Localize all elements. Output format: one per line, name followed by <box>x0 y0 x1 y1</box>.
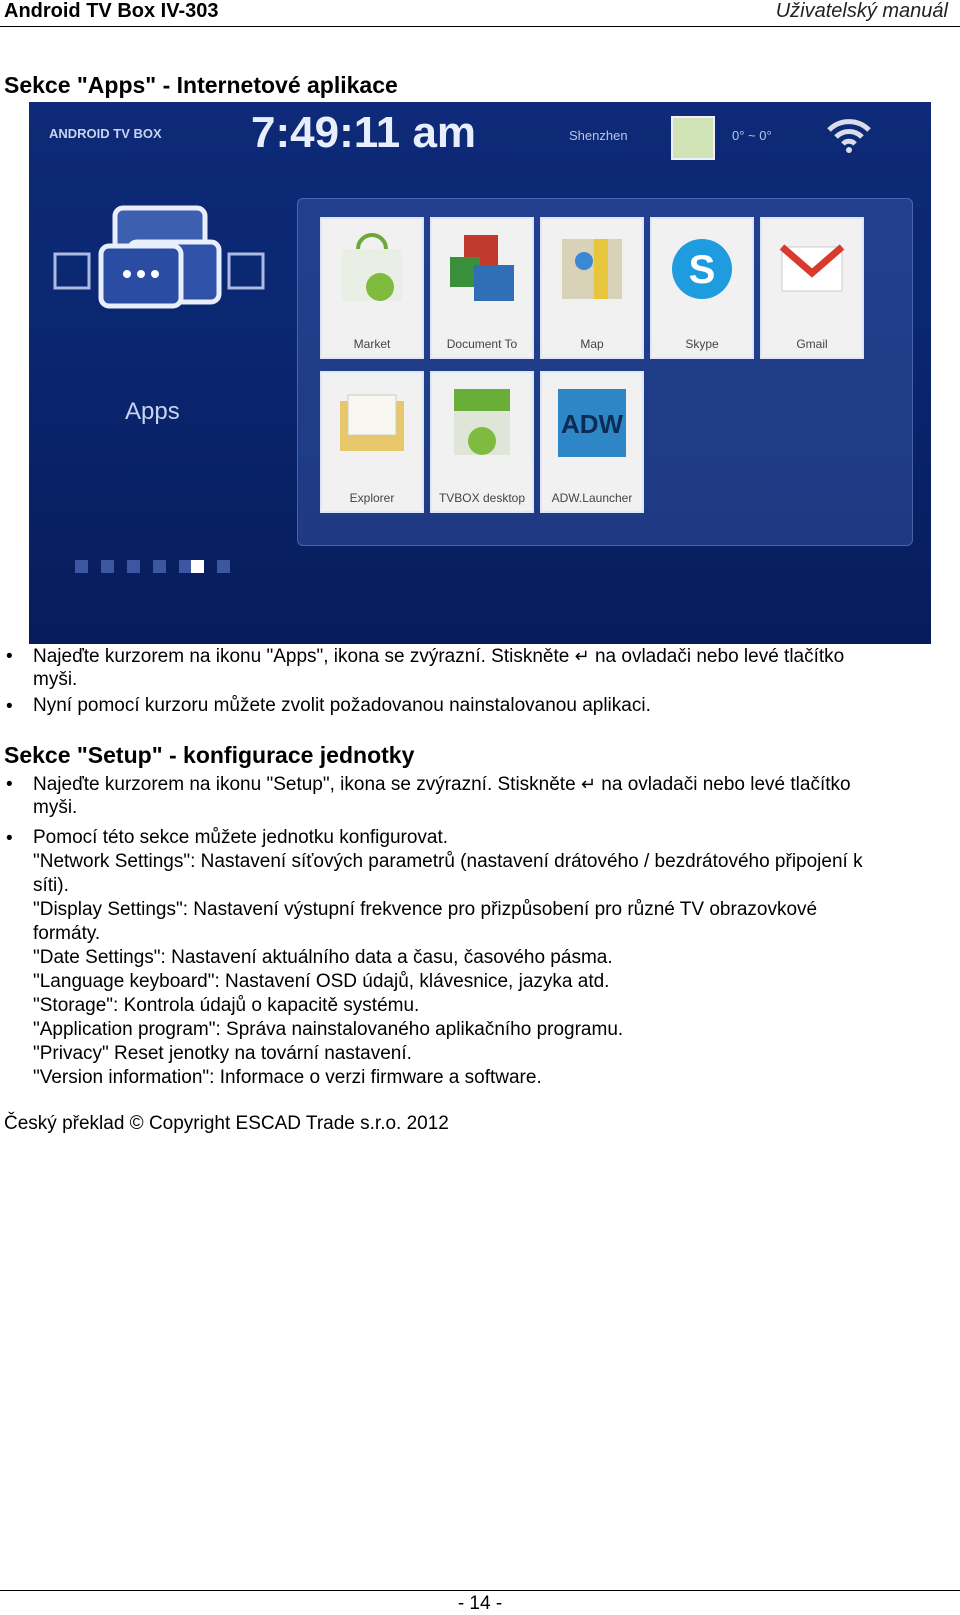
tv-city: Shenzhen <box>569 128 628 143</box>
apps-label[interactable]: Apps <box>125 398 180 425</box>
weather-icon <box>671 116 715 160</box>
app-label: Gmail <box>796 337 828 351</box>
page-indicator-dot[interactable] <box>75 560 88 573</box>
app-skype[interactable] <box>650 217 754 359</box>
apps-bullet-1 <box>33 644 953 669</box>
tv-temperature: 0° ~ 0° <box>732 128 772 143</box>
setup-item: "Privacy" Reset jenotky na tovární nastavení. <box>33 1043 412 1064</box>
setup-item: "Storage": Kontrola údajů o kapacitě systému. <box>33 995 420 1016</box>
tv-brand-label: ANDROID TV BOX <box>49 126 162 141</box>
setup-bullet-2: Pomocí této sekce můžete jednotku konfigurovat. <box>33 827 449 848</box>
setup-item: "Language keyboard": Nastavení OSD údajů, klávesnice, jazyka atd. <box>33 971 610 992</box>
setup-item: "Network Settings": Nastavení síťových parametrů (nastavení drátového / bezdrátového připojení k <box>33 851 863 872</box>
app-label: Map <box>580 337 604 351</box>
page-indicator-dot[interactable] <box>217 560 230 573</box>
page-indicator-dot[interactable] <box>101 560 114 573</box>
apps-bullet-1-text-end: na ovladači nebo levé tlačítko <box>589 646 845 667</box>
app-gmail[interactable] <box>760 217 864 359</box>
apps-section-title: Sekce "Apps" - Internetové aplikace <box>4 72 398 98</box>
setup-item: síti). <box>33 875 69 896</box>
setup-bullet-1-text: Najeďte kurzorem na ikonu "Setup", ikona se zvýrazní. Stiskněte <box>33 774 581 795</box>
enter-key-icon: ↵ <box>580 774 597 794</box>
app-map[interactable] <box>540 217 644 359</box>
adw-launcher-icon <box>554 385 630 461</box>
app-adw-launcher[interactable] <box>540 371 644 513</box>
setup-item: "Display Settings": Nastavení výstupní frekvence pro přizpůsobení pro různé TV obrazovkové <box>33 899 818 920</box>
setup-bullet-1-line2: myši. <box>33 797 78 818</box>
footer-divider <box>0 1590 960 1591</box>
apps-panel <box>297 198 913 546</box>
skype-icon <box>664 231 740 307</box>
bullet: • <box>6 696 13 717</box>
app-label: TVBOX desktop <box>438 491 526 505</box>
header-divider <box>0 26 960 27</box>
copyright-footer: Český překlad © Copyright ESCAD Trade s.r.o. 2012 <box>4 1113 449 1134</box>
app-label: Explorer <box>349 491 395 505</box>
app-label: Document To <box>446 337 518 351</box>
apps-bullet-2: Nyní pomocí kurzoru můžete zvolit požadovanou nainstalovanou aplikaci. <box>33 695 651 716</box>
market-icon <box>334 231 410 307</box>
setup-bullet-1-text-end: na ovladači nebo levé tlačítko <box>596 774 851 795</box>
bullet: • <box>6 828 13 849</box>
map-icon <box>554 231 630 307</box>
setup-item: "Application program": Správa nainstalovaného aplikačního programu. <box>33 1019 624 1040</box>
apps-chat-icon <box>49 202 269 322</box>
page-indicator-dot[interactable] <box>127 560 140 573</box>
page-indicator-dot[interactable] <box>153 560 166 573</box>
setup-item: "Date Settings": Nastavení aktuálního data a času, časového pásma. <box>33 947 613 968</box>
app-label: Market <box>353 337 391 351</box>
bullet: • <box>6 774 13 795</box>
app-document-to[interactable] <box>430 217 534 359</box>
tv-box-screenshot <box>29 102 931 644</box>
header-title: Android TV Box IV-303 <box>4 0 219 22</box>
setup-item: formáty. <box>33 923 101 944</box>
apps-bullet-1-text: Najeďte kurzorem na ikonu "Apps", ikona se zvýrazní. Stiskněte <box>33 646 575 667</box>
apps-bullet-1-line2: myši. <box>33 669 78 690</box>
bullet: • <box>6 646 13 667</box>
app-label: ADW.Launcher <box>551 491 633 505</box>
explorer-icon <box>334 385 410 461</box>
tv-clock: 7:49:11 am <box>251 108 477 157</box>
app-tvbox-desktop[interactable] <box>430 371 534 513</box>
document-icon <box>444 231 520 307</box>
setup-section-title: Sekce "Setup" - konfigurace jednotky <box>4 742 415 768</box>
svg-text:ADW: ADW <box>560 409 624 439</box>
enter-key-icon: ↵ <box>574 646 590 666</box>
page-number: - 14 - <box>457 1593 503 1614</box>
wifi-icon <box>825 114 873 154</box>
setup-item: "Version information": Informace o verzi firmware a software. <box>33 1067 542 1088</box>
tvbox-desktop-icon <box>444 385 520 461</box>
app-label: Skype <box>685 337 719 351</box>
app-market[interactable] <box>320 217 424 359</box>
gmail-icon <box>774 231 850 307</box>
setup-bullet-1 <box>33 772 953 797</box>
page-indicator-active-dot[interactable] <box>191 560 204 573</box>
app-explorer[interactable] <box>320 371 424 513</box>
header-manual-label: Uživatelský manuál <box>775 0 948 22</box>
svg-text:S: S <box>688 248 716 292</box>
